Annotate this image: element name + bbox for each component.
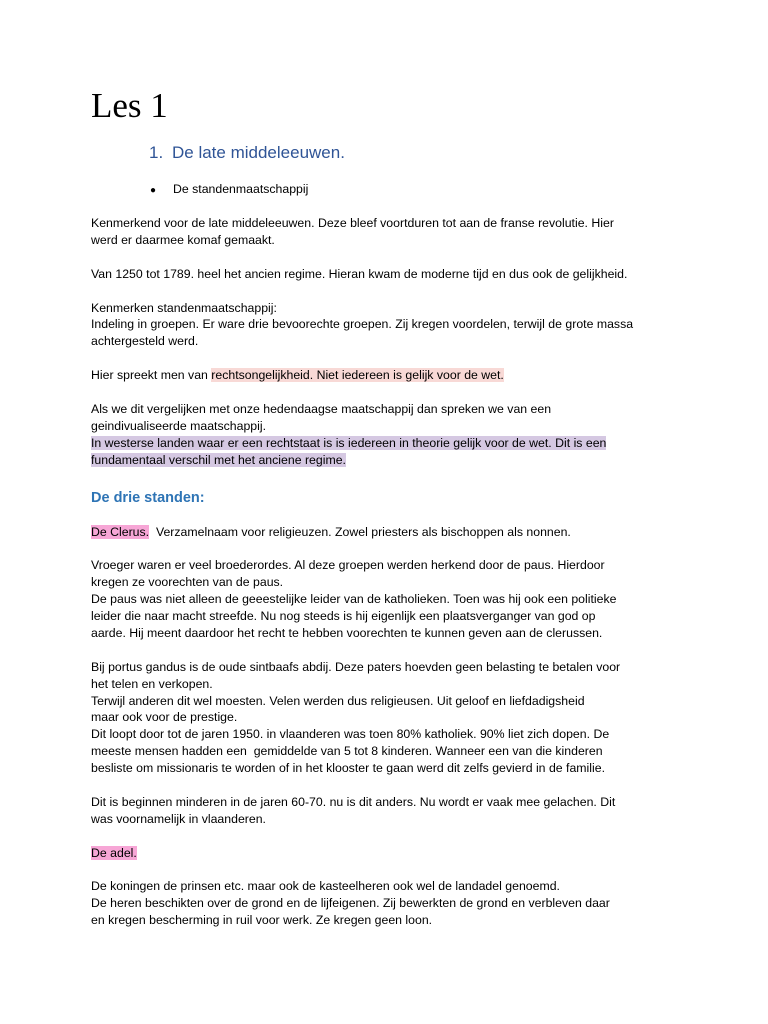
heading-1 [149,141,345,165]
paragraph-line: Bij portus gandus is de oude sintbaafs abdij. Deze paters hoevden geen belasting te betalen voor [91,659,621,674]
highlighted-text: fundamentaal verschil met het anciene regime. [91,452,346,467]
paragraph-line: kregen ze voorechten van de paus. [91,575,284,590]
paragraph-line: het telen en verkopen. [91,676,213,691]
paragraph-line [91,435,691,452]
paragraph: Van 1250 tot 1789. heel het ancien regime. Hieran kwam de moderne tijd en dus ook de gelijkheid. [91,266,628,281]
paragraph-line: achtergesteld werd. [91,334,199,349]
paragraph-line: De heren beschikten over de grond en de lijfeigenen. Zij bewerkten de grond en verbleven daar [91,896,610,911]
paragraph-line: Kenmerken standenmaatschappij: [91,300,277,315]
heading-2: De drie standen: [91,489,205,506]
paragraph-line: en kregen bescherming in ruil voor werk. Ze kregen geen loon. [91,913,433,928]
paragraph-line: Als we dit vergelijken met onze hedendaagse maatschappij dan spreken we van een [91,401,552,416]
paragraph-line: Indeling in groepen. Er ware drie bevoorechte groepen. Zij kregen voordelen, terwijl de grote massa [91,317,634,332]
paragraph-text: Hier spreekt men van [91,368,212,383]
document-title: Les 1 [91,86,168,125]
paragraph-line: Dit is beginnen minderen in de jaren 60-70. nu is dit anders. Nu wordt er vaak mee gelachen. Dit [91,794,616,809]
paragraph [91,524,691,541]
highlighted-text: rechtsongelijkheid. Niet iedereen is gelijk voor de wet. [211,368,504,383]
paragraph-line: Dit loopt door tot de jaren 1950. in vlaanderen was toen 80% katholiek. 90% liet zich dopen. De [91,727,610,742]
paragraph-line: De paus was niet alleen de geeestelijke leider van de katholieken. Toen was hij ook een politieke [91,592,617,607]
paragraph-line: leider die naar macht streefde. Nu nog steeds is hij eigenlijk een plaatsverganger van god op [91,609,596,624]
paragraph-line: maar ook voor de prestige. [91,710,238,725]
body-text [91,215,691,929]
paragraph [91,367,691,384]
paragraph-line: Terwijl anderen dit wel moesten. Velen werden dus religieusen. Uit geloof en liefdadigsheid [91,693,585,708]
paragraph-line: was voornamelijk in vlaanderen. [91,811,266,826]
paragraph [91,845,691,862]
paragraph-line: aarde. Hij meent daardoor het recht te hebben voorechten te kunnen geven aan de clerussen. [91,625,603,640]
paragraph-line: Kenmerkend voor de late middeleeuwen. Deze bleef voortduren tot aan de franse revolutie. Hier [91,216,614,230]
highlighted-text: In westerse landen waar er een rechtstaat is is iedereen in theorie gelijk voor de wet. Dit is een [91,435,607,450]
paragraph-line: meeste mensen hadden een gemiddelde van 5 tot 8 kinderen. Wanneer een van die kinderen [91,744,603,759]
paragraph-line: werd er daarmee komaf gemaakt. [91,232,275,247]
paragraph-line: De koningen de prinsen etc. maar ook de kasteelheren ook wel de landadel genoemd. [91,879,560,894]
bullet-dot-icon: ● [150,185,157,196]
bullet-item [150,181,308,199]
paragraph-line: Vroeger waren er veel broederordes. Al deze groepen werden herkend door de paus. Hierdoor [91,558,605,573]
paragraph-line: geindivualiseerde maatschappij. [91,418,266,433]
heading-text: De late middeleeuwen. [172,143,345,162]
bullet-text: De standenmaatschappij [173,182,309,196]
section-label: De adel. [91,845,137,860]
section-label: De Clerus. [91,524,150,539]
heading-number: 1. [149,143,164,162]
paragraph-text: Verzamelnaam voor religieuzen. Zowel priesters als bischoppen als nonnen. [155,524,571,539]
paragraph-line: besliste om missionaris te worden of in het klooster te gaan werd dit zelfs gevierd in de familie. [91,761,605,776]
paragraph-line [91,452,691,469]
